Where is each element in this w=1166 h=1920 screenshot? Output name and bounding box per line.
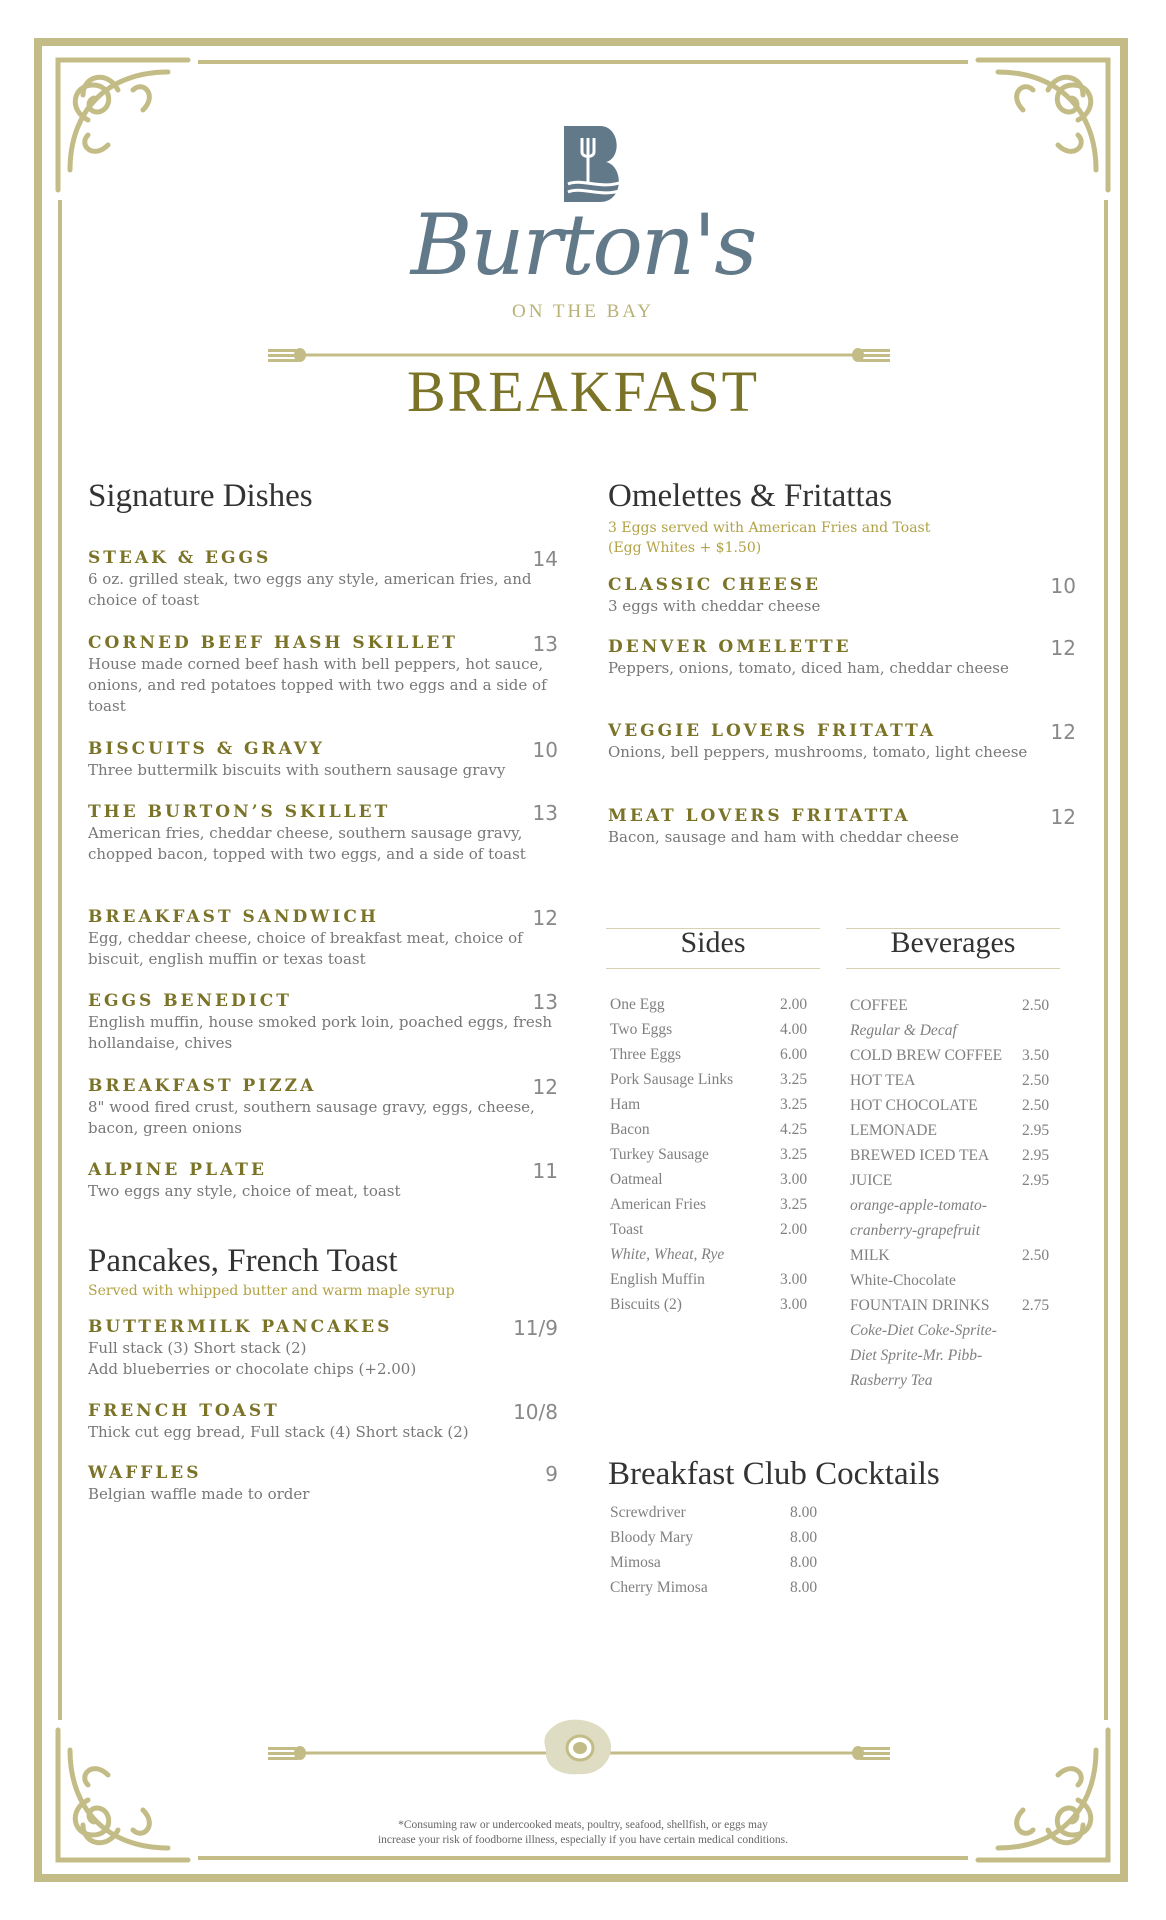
row-label: Oatmeal <box>610 1171 663 1188</box>
row-label: MILK <box>850 1247 890 1264</box>
list-row <box>610 1017 820 1042</box>
row-price: 2.00 <box>780 1221 808 1238</box>
menu-title: BREAKFAST <box>406 359 760 424</box>
item-name: MEAT LOVERS FRITATTA <box>608 806 911 826</box>
item-price: 12 <box>1050 720 1076 744</box>
item-description: Peppers, onions, tomato, diced ham, cheddar cheese <box>608 659 1009 677</box>
divider <box>606 968 820 969</box>
cocktails-list <box>610 1500 840 1600</box>
item-description-extra: Add blueberries or chocolate chips (+2.00) <box>88 1360 417 1378</box>
menu-item <box>88 632 558 717</box>
item-name: CORNED BEEF HASH SKILLET <box>88 633 458 653</box>
row-label: Rasberry Tea <box>850 1372 933 1389</box>
list-row <box>610 1242 820 1267</box>
row-label: JUICE <box>850 1172 893 1189</box>
sides-list <box>610 992 820 1317</box>
row-label: cranberry-grapefruit <box>850 1222 981 1239</box>
pancakes-section-title: Pancakes, French Toast <box>88 1243 398 1279</box>
row-label: Screwdriver <box>610 1504 686 1521</box>
item-price: 11 <box>532 1159 558 1183</box>
item-price: 12 <box>532 1075 558 1099</box>
item-price: 11/9 <box>513 1316 558 1340</box>
row-label: COFFEE <box>850 997 908 1014</box>
menu-item <box>608 805 1076 848</box>
menu-item <box>88 990 558 1054</box>
row-label: Toast <box>610 1221 644 1238</box>
row-price: 8.00 <box>790 1529 818 1546</box>
item-description: Two eggs any style, choice of meat, toast <box>88 1182 401 1200</box>
item-name: ALPINE PLATE <box>88 1160 267 1180</box>
row-label: Biscuits (2) <box>610 1296 682 1313</box>
item-name: BISCUITS & GRAVY <box>88 739 325 759</box>
menu-item <box>88 801 558 865</box>
omelettes-section-title: Omelettes & Fritattas <box>608 478 893 514</box>
row-price: 2.75 <box>1022 1297 1050 1314</box>
row-price: 2.95 <box>1022 1122 1050 1139</box>
item-price: 12 <box>1050 636 1076 660</box>
brand-name: Burton's <box>410 196 756 294</box>
list-row <box>610 1117 820 1142</box>
list-row <box>610 1092 820 1117</box>
item-price: 12 <box>1050 805 1076 829</box>
menu-item <box>608 720 1076 763</box>
row-label: One Egg <box>610 996 665 1013</box>
list-row <box>610 1550 840 1575</box>
list-row <box>610 1192 820 1217</box>
item-name: WAFFLES <box>88 1463 202 1483</box>
item-description: Belgian waffle made to order <box>88 1485 310 1503</box>
list-row <box>850 1168 1060 1193</box>
menu-item <box>608 574 1076 617</box>
row-label: Regular & Decaf <box>850 1022 957 1039</box>
list-row <box>850 1243 1060 1268</box>
corner-flourish-icon <box>48 50 198 200</box>
item-description: Egg, cheddar cheese, choice of breakfast meat, choice of biscuit, english muffin or texas toast <box>88 929 523 968</box>
list-row <box>850 1268 1060 1293</box>
row-price: 3.50 <box>1022 1047 1050 1064</box>
menu-item <box>88 1316 558 1380</box>
row-price: 2.50 <box>1022 1097 1050 1114</box>
list-row <box>850 1018 1060 1043</box>
list-row <box>850 1068 1060 1093</box>
health-disclaimer: *Consuming raw or undercooked meats, poultry, seafood, shellfish, or eggs may increase your risk of foodborne illness, especially if you have certain medical conditions. <box>377 1819 789 1846</box>
item-name: THE BURTON’S SKILLET <box>88 802 391 822</box>
list-row <box>850 1093 1060 1118</box>
menu-item <box>88 547 558 611</box>
omelettes-note: 3 Eggs served with American Fries and Toast (Egg Whites + $1.50) <box>608 520 931 556</box>
row-label: Bacon <box>610 1121 650 1138</box>
item-description: 6 oz. grilled steak, two eggs any style, american fries, and choice of toast <box>88 570 532 609</box>
list-row <box>850 1368 1060 1393</box>
item-name: VEGGIE LOVERS FRITATTA <box>608 721 937 741</box>
item-name: EGGS BENEDICT <box>88 991 292 1011</box>
list-row <box>610 1217 820 1242</box>
logo-b-fork-icon <box>562 124 628 204</box>
item-description: Full stack (3) Short stack (2) <box>88 1339 307 1357</box>
list-row <box>610 1142 820 1167</box>
item-price: 14 <box>532 547 558 571</box>
row-price: 3.00 <box>780 1171 808 1188</box>
row-price: 6.00 <box>780 1046 808 1063</box>
row-price: 4.00 <box>780 1021 808 1038</box>
row-label: BREWED ICED TEA <box>850 1147 990 1164</box>
list-row <box>610 1267 820 1292</box>
row-label: FOUNTAIN DRINKS <box>850 1297 990 1314</box>
row-price: 8.00 <box>790 1579 818 1596</box>
list-row <box>610 1525 840 1550</box>
beverages-title: Beverages <box>890 926 1016 959</box>
menu-item <box>88 1075 558 1139</box>
row-label: Ham <box>610 1096 641 1113</box>
item-price: 9 <box>545 1462 558 1486</box>
row-price: 3.00 <box>780 1296 808 1313</box>
item-description: Onions, bell peppers, mushrooms, tomato, light cheese <box>608 743 1028 761</box>
list-row <box>610 1500 840 1525</box>
item-name: BREAKFAST PIZZA <box>88 1076 317 1096</box>
pancakes-note: Served with whipped butter and warm maple syrup <box>88 1283 455 1299</box>
sides-title: Sides <box>680 926 746 959</box>
list-row <box>850 1118 1060 1143</box>
row-label: Diet Sprite-Mr. Pibb- <box>850 1347 983 1364</box>
row-price: 3.25 <box>780 1096 808 1113</box>
row-label: Mimosa <box>610 1554 661 1571</box>
row-price: 4.25 <box>780 1121 808 1138</box>
item-price: 12 <box>532 906 558 930</box>
brand-subtitle: ON THE BAY <box>512 301 654 322</box>
beverages-list <box>850 993 1060 1393</box>
row-price: 3.25 <box>780 1071 808 1088</box>
row-price: 2.95 <box>1022 1147 1050 1164</box>
list-row <box>850 1318 1060 1343</box>
list-row <box>850 1218 1060 1243</box>
list-row <box>610 992 820 1017</box>
menu-item <box>88 1400 558 1443</box>
row-price: 3.25 <box>780 1146 808 1163</box>
signature-section-title: Signature Dishes <box>88 478 313 514</box>
row-price: 2.50 <box>1022 1247 1050 1264</box>
menu-item <box>88 1159 558 1202</box>
row-price: 3.00 <box>780 1271 808 1288</box>
cocktails-section-title: Breakfast Club Cocktails <box>608 1456 940 1492</box>
row-label: HOT CHOCOLATE <box>850 1097 978 1114</box>
row-label: Coke-Diet Coke-Sprite- <box>850 1322 997 1339</box>
list-row <box>610 1167 820 1192</box>
row-label: American Fries <box>610 1196 706 1213</box>
item-price: 10/8 <box>513 1400 558 1424</box>
row-label: Three Eggs <box>610 1046 682 1063</box>
row-label: Two Eggs <box>610 1021 673 1038</box>
item-price: 13 <box>532 632 558 656</box>
item-description: Three buttermilk biscuits with southern sausage gravy <box>88 761 506 779</box>
row-label: COLD BREW COFFEE <box>850 1047 1003 1064</box>
item-name: BREAKFAST SANDWICH <box>88 907 379 927</box>
row-price: 2.50 <box>1022 1072 1050 1089</box>
item-description: 3 eggs with cheddar cheese <box>608 597 821 615</box>
list-row <box>850 993 1060 1018</box>
item-description: American fries, cheddar cheese, southern sausage gravy, chopped bacon, topped with two eggs, and a side of toast <box>88 824 526 863</box>
item-name: CLASSIC CHEESE <box>608 575 821 595</box>
menu-item <box>608 636 1076 679</box>
item-description: Thick cut egg bread, Full stack (4) Short stack (2) <box>88 1423 469 1441</box>
item-name: DENVER OMELETTE <box>608 637 852 657</box>
item-price: 10 <box>532 738 558 762</box>
list-row <box>850 1043 1060 1068</box>
row-price: 3.25 <box>780 1196 808 1213</box>
list-row <box>850 1193 1060 1218</box>
row-label: Cherry Mimosa <box>610 1579 708 1596</box>
row-label: LEMONADE <box>850 1122 937 1139</box>
row-price: 2.95 <box>1022 1172 1050 1189</box>
row-price: 2.00 <box>780 996 808 1013</box>
list-row <box>850 1143 1060 1168</box>
row-label: orange-apple-tomato- <box>850 1197 987 1214</box>
row-label: White, Wheat, Rye <box>610 1246 725 1263</box>
row-label: Turkey Sausage <box>610 1146 709 1163</box>
list-row <box>610 1067 820 1092</box>
item-name: STEAK & EGGS <box>88 548 272 568</box>
item-description: 8" wood fired crust, southern sausage gravy, eggs, cheese, bacon, green onions <box>88 1098 535 1137</box>
menu-item <box>88 906 558 970</box>
list-row <box>610 1042 820 1067</box>
item-description: English muffin, house smoked pork loin, poached eggs, fresh hollandaise, chives <box>88 1013 553 1052</box>
list-row <box>850 1343 1060 1368</box>
item-price: 10 <box>1050 574 1076 598</box>
row-label: English Muffin <box>610 1271 705 1288</box>
item-price: 13 <box>532 990 558 1014</box>
row-label: HOT TEA <box>850 1072 916 1089</box>
row-price: 8.00 <box>790 1504 818 1521</box>
row-label: Pork Sausage Links <box>610 1071 734 1088</box>
fried-egg-icon <box>540 1716 616 1780</box>
row-label: White-Chocolate <box>850 1272 956 1289</box>
item-name: FRENCH TOAST <box>88 1401 280 1421</box>
item-name: BUTTERMILK PANCAKES <box>88 1317 393 1337</box>
item-price: 13 <box>532 801 558 825</box>
menu-item <box>88 738 558 781</box>
menu-item <box>88 1462 558 1505</box>
row-price: 2.50 <box>1022 997 1050 1014</box>
item-description: Bacon, sausage and ham with cheddar cheese <box>608 828 959 846</box>
list-row <box>850 1293 1060 1318</box>
corner-flourish-icon <box>968 50 1118 200</box>
list-row <box>610 1292 820 1317</box>
divider <box>846 968 1060 969</box>
row-label: Bloody Mary <box>610 1529 694 1546</box>
row-price: 8.00 <box>790 1554 818 1571</box>
list-row <box>610 1575 840 1600</box>
item-description: House made corned beef hash with bell peppers, hot sauce, onions, and red potatoes topped with two eggs and a side of toast <box>88 655 547 715</box>
